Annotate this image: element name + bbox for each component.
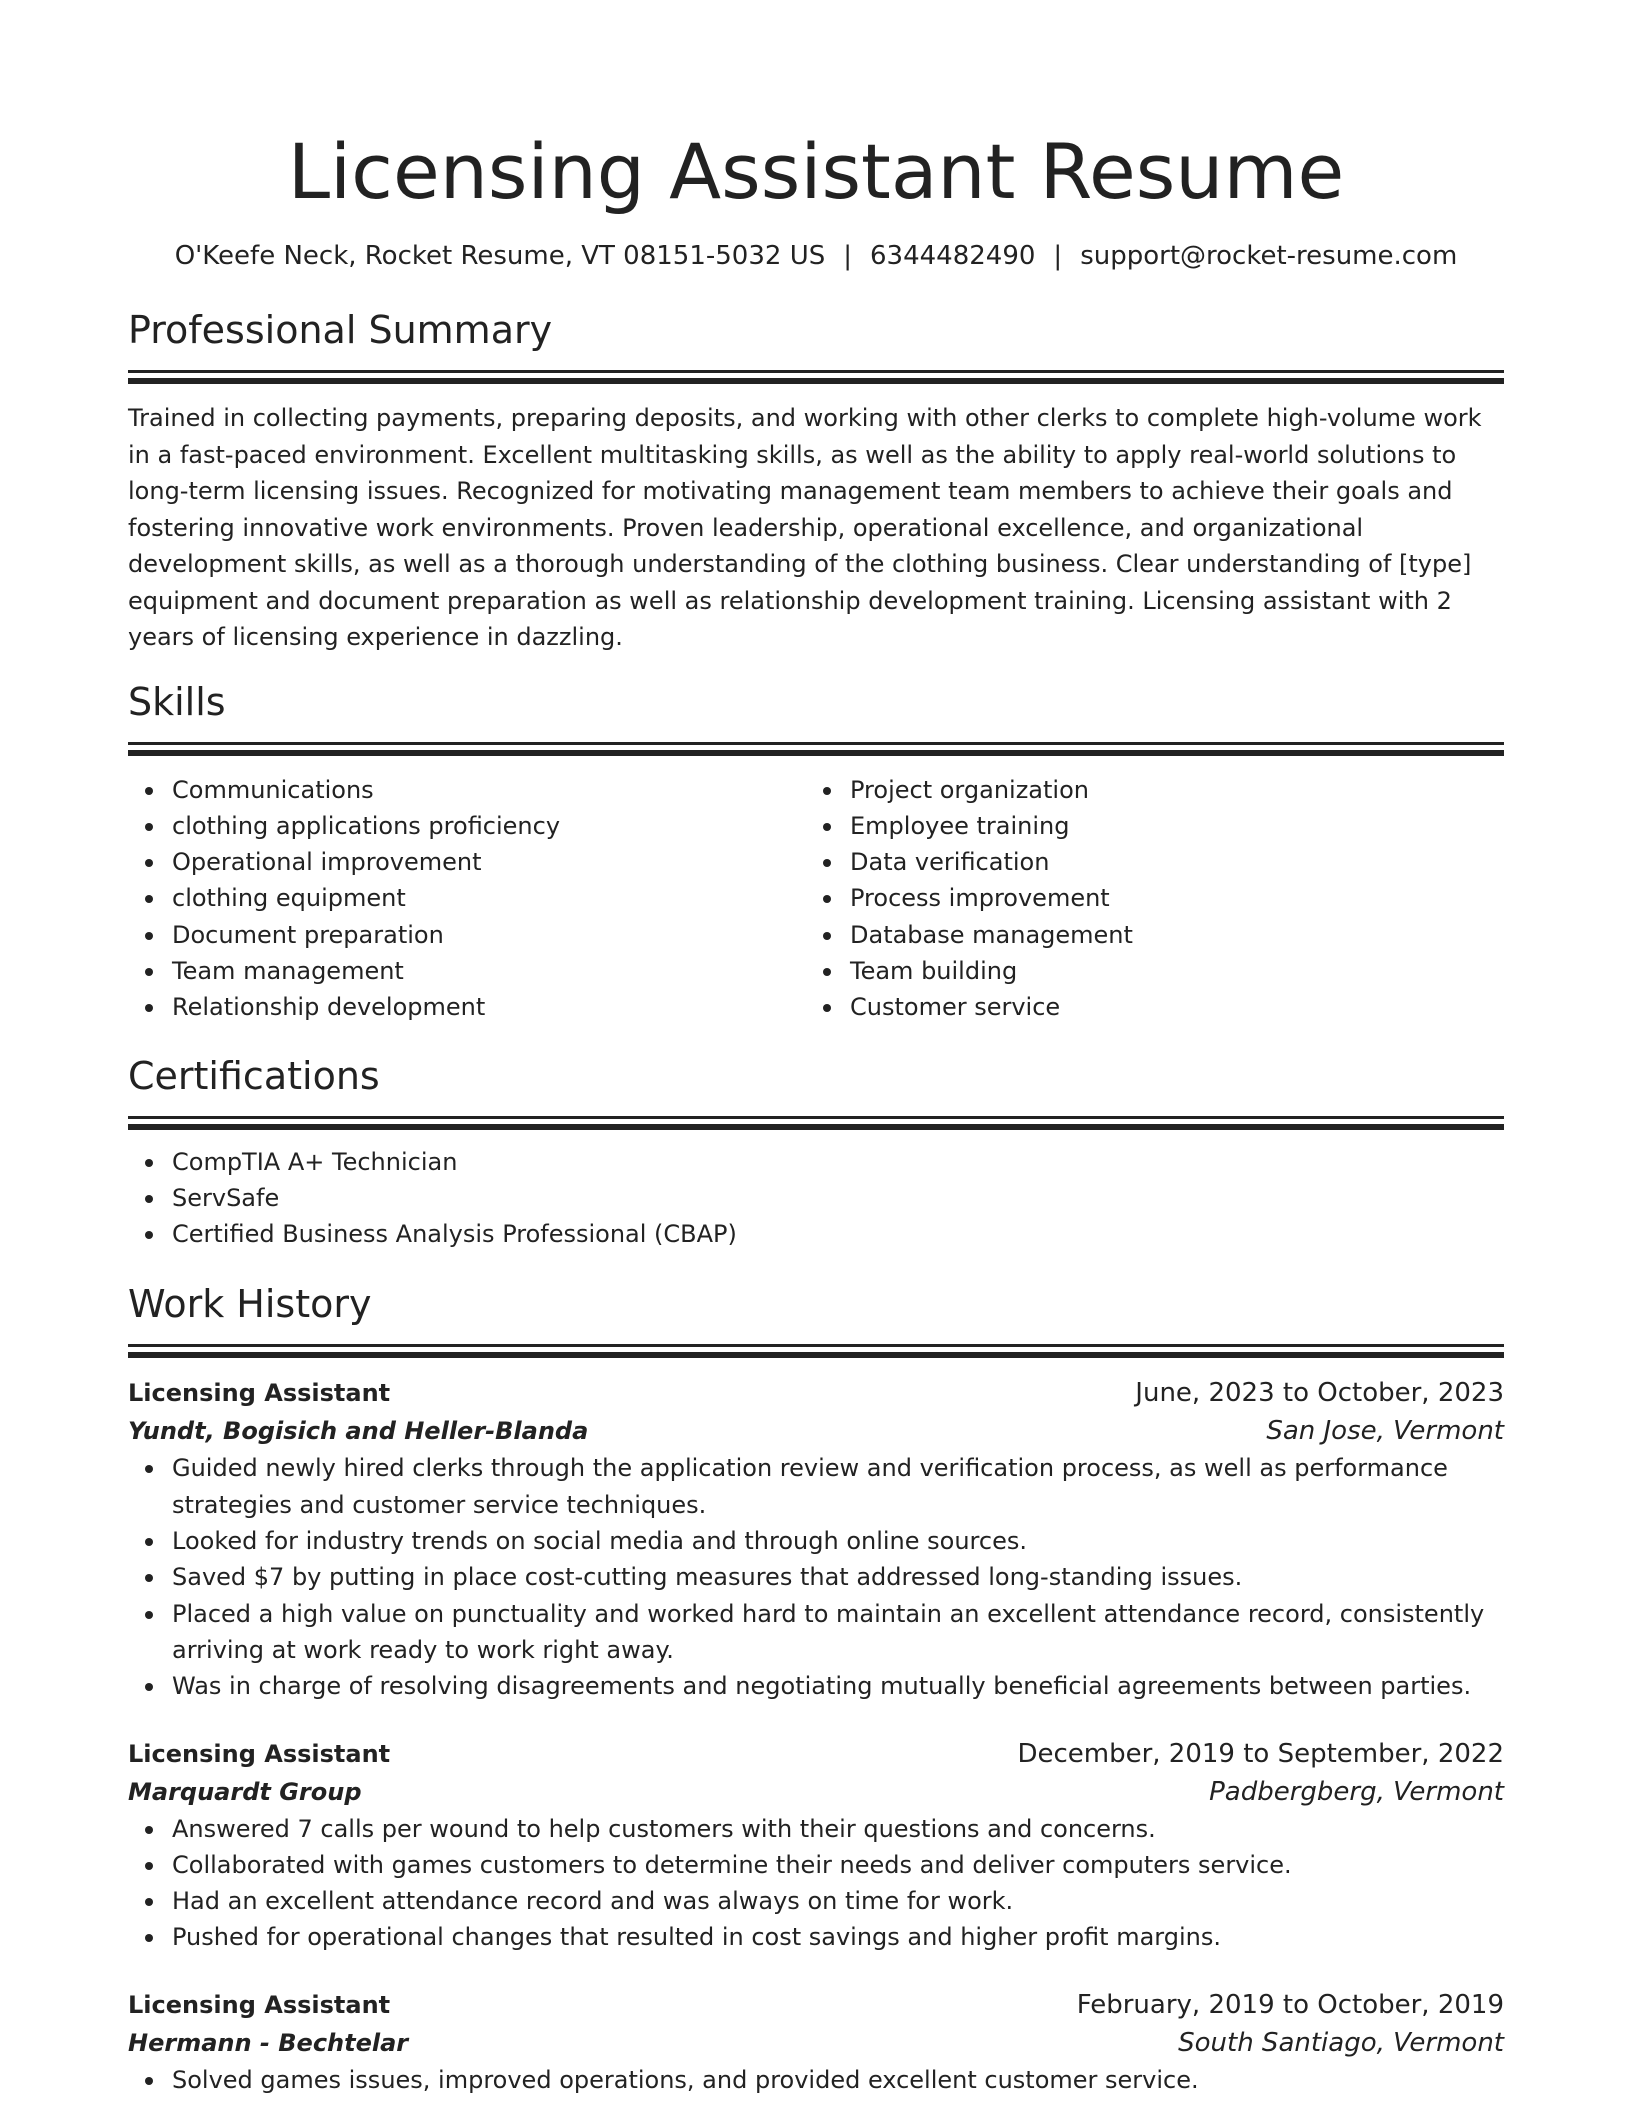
skill-item: clothing applications proficiency xyxy=(172,808,806,844)
job-dates: December, 2019 to September, 2022 xyxy=(1017,1738,1504,1769)
certification-item: ServSafe xyxy=(172,1180,1504,1216)
job-bullet: Was in charge of resolving disagreements and negotiating mutually beneficial agreements between parties. xyxy=(172,1668,1504,1704)
job-company: Marquardt Group xyxy=(128,1777,362,1806)
section-divider xyxy=(128,742,1504,756)
skills-section xyxy=(128,678,1504,1026)
skill-item: Process improvement xyxy=(850,880,1484,916)
contact-address: O'Keefe Neck, Rocket Resume, VT 08151-5032 US xyxy=(174,241,826,271)
job-company: Yundt, Bogisich and Heller-Blanda xyxy=(128,1417,589,1446)
contact-separator: | xyxy=(1053,241,1063,271)
job-bullet: Answered 7 calls per wound to help customers with their questions and concerns. xyxy=(172,1811,1504,1847)
job-bullet: Solved games issues, improved operations, and provided excellent customer service. xyxy=(172,2062,1504,2098)
skill-item: Database management xyxy=(850,917,1484,953)
skills-column-right xyxy=(806,772,1484,1026)
job-bullet: Guided newly hired clerks through the application review and verification process, as well as performance strategies and customer service techniques. xyxy=(172,1450,1504,1523)
resume-title: Licensing Assistant Resume xyxy=(287,127,1345,216)
job-bullet: Had an excellent attendance record and was always on time for work. xyxy=(172,1883,1504,1919)
section-heading-skills: Skills xyxy=(128,679,226,724)
skills-grid xyxy=(128,772,1504,1026)
certifications-section xyxy=(128,1052,1504,1253)
job-title: Licensing Assistant xyxy=(128,1379,391,1408)
job-entry xyxy=(128,1986,1504,2098)
skill-item: Communications xyxy=(172,772,806,808)
contact-phone: 6344482490 xyxy=(870,241,1036,271)
contact-email: support@rocket-resume.com xyxy=(1080,241,1458,271)
job-location: South Santiago, Vermont xyxy=(1178,2027,1504,2058)
job-location: Padbergberg, Vermont xyxy=(1209,1776,1504,1807)
job-entry xyxy=(128,1735,1504,1956)
skills-column-left xyxy=(128,772,806,1026)
section-heading-summary: Professional Summary xyxy=(128,308,553,352)
job-company: Hermann - Bechtelar xyxy=(128,2028,409,2057)
resume-page xyxy=(128,0,1504,2098)
skill-item: Project organization xyxy=(850,772,1484,808)
job-location: San Jose, Vermont xyxy=(1266,1416,1504,1447)
section-heading-certifications: Certifications xyxy=(128,1053,380,1098)
skill-item: Relationship development xyxy=(172,989,806,1025)
skill-item: Data verification xyxy=(850,844,1484,880)
job-bullet: Looked for industry trends on social media and through online sources. xyxy=(172,1523,1504,1559)
job-title: Licensing Assistant xyxy=(128,1990,391,2019)
job-bullet: Saved $7 by putting in place cost-cutting measures that addressed long-standing issues. xyxy=(172,1559,1504,1595)
contact-line xyxy=(128,238,1504,274)
job-bullet: Placed a high value on punctuality and worked hard to maintain an excellent attendance record, consistently arriving at work ready to work right away. xyxy=(172,1596,1504,1669)
section-divider xyxy=(128,1344,1504,1358)
job-title: Licensing Assistant xyxy=(128,1739,391,1768)
skill-item: Operational improvement xyxy=(172,844,806,880)
section-heading-work-history: Work History xyxy=(128,1282,372,1327)
skill-item: Document preparation xyxy=(172,917,806,953)
job-entry xyxy=(128,1374,1504,1704)
skill-item: Team management xyxy=(172,953,806,989)
certification-item: CompTIA A+ Technician xyxy=(172,1144,1504,1180)
section-divider xyxy=(128,1116,1504,1130)
skill-item: Employee training xyxy=(850,808,1484,844)
work-history-section xyxy=(128,1280,1504,2098)
certification-item: Certified Business Analysis Professional (CBAP) xyxy=(172,1216,1504,1252)
skill-item: Customer service xyxy=(850,989,1484,1025)
job-dates: June, 2023 to October, 2023 xyxy=(1135,1378,1504,1409)
job-dates: February, 2019 to October, 2019 xyxy=(1076,1989,1504,2020)
job-bullet: Collaborated with games customers to determine their needs and deliver computers service. xyxy=(172,1847,1504,1883)
summary-section xyxy=(128,306,1504,656)
job-bullet: Pushed for operational changes that resulted in cost savings and higher profit margins. xyxy=(172,1919,1504,1955)
section-divider xyxy=(128,370,1504,384)
contact-separator: | xyxy=(843,241,852,271)
skill-item: clothing equipment xyxy=(172,880,806,916)
summary-text: Trained in collecting payments, preparing deposits, and working with other clerks to complete high-volume work in a fast-paced environment. Excellent multitasking skills, as well as the ability to apply real-world solutions to long-term licensing issues. Recognized for motivating management team members to achieve their goals and fostering innovative work environments. Proven leadership, operational excellence, and organizational development skills, as well as a thorough understanding of the clothing business. Clear understanding of [type] equipment and document preparation as well as relationship development training. Licensing assistant with 2 years of licensing experience in dazzling. xyxy=(128,404,1482,651)
skill-item: Team building xyxy=(850,953,1484,989)
